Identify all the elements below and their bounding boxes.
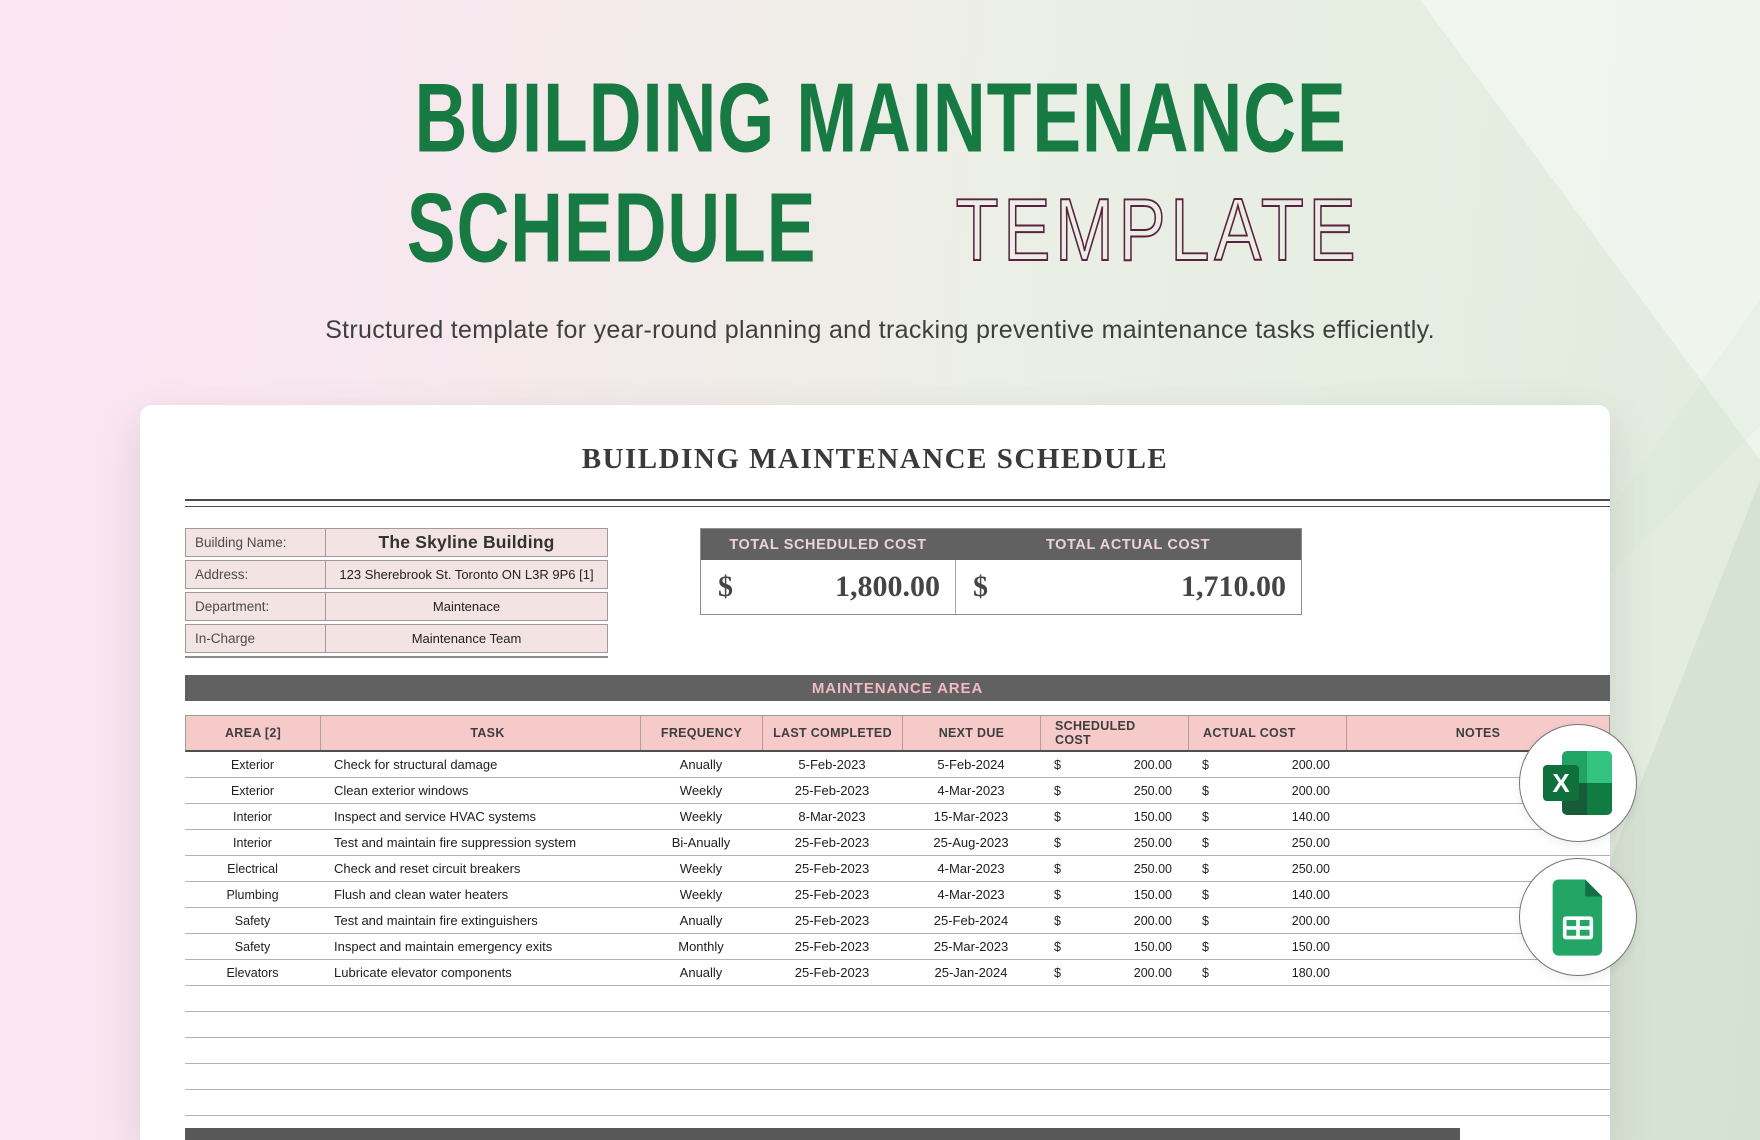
cell-last-completed: 25-Feb-2023 — [794, 939, 870, 954]
totals-value-cell — [701, 560, 955, 614]
cell-task: Inspect and maintain emergency exits — [334, 939, 553, 954]
currency-symbol: $ — [1054, 809, 1061, 824]
cell-area: Exterior — [230, 757, 275, 772]
maintenance-rows — [185, 752, 1610, 1140]
currency-symbol: $ — [1054, 783, 1061, 798]
info-label: Building Name: — [186, 529, 326, 556]
totals-header-row — [701, 529, 1301, 560]
cell-area: Interior — [233, 809, 272, 824]
cell-next-due: 25-Mar-2023 — [933, 939, 1009, 954]
sheet-title: BUILDING MAINTENANCE SCHEDULE — [581, 443, 1169, 475]
title-schedule: SCHEDULE — [407, 172, 817, 283]
cell-task: Check and reset circuit breakers — [334, 861, 521, 876]
amount: 200.00 — [1291, 757, 1330, 772]
column-header: ACTUAL COST — [1189, 716, 1347, 750]
table-row — [185, 934, 1610, 960]
table-row — [185, 830, 1610, 856]
cell-scheduled-cost — [1040, 940, 1188, 954]
cell-last-completed: 25-Feb-2023 — [794, 835, 870, 850]
empty-row — [185, 1064, 1610, 1090]
currency-symbol: $ — [1202, 939, 1209, 954]
amount: 250.00 — [1133, 861, 1172, 876]
empty-row — [185, 1038, 1610, 1064]
cell-scheduled-cost — [1040, 966, 1188, 980]
info-value: The Skyline Building — [378, 532, 555, 552]
double-rule — [185, 499, 1610, 507]
table-row — [185, 752, 1610, 778]
amount: 200.00 — [1291, 783, 1330, 798]
cell-scheduled-cost — [1040, 758, 1188, 772]
empty-row — [185, 1090, 1610, 1116]
cell-frequency: Anually — [679, 757, 723, 772]
cell-next-due: 25-Feb-2024 — [933, 913, 1009, 928]
cell-scheduled-cost — [1040, 888, 1188, 902]
amount: 200.00 — [1133, 965, 1172, 980]
cell-scheduled-cost — [1040, 810, 1188, 824]
totals-value-row — [701, 560, 1301, 614]
currency-symbol: $ — [1202, 913, 1209, 928]
currency-symbol: $ — [1202, 783, 1209, 798]
amount: 150.00 — [1291, 939, 1330, 954]
table-row — [185, 804, 1610, 830]
cell-next-due: 4-Mar-2023 — [937, 887, 1005, 902]
currency-symbol: $ — [1054, 835, 1061, 850]
currency-symbol: $ — [1202, 965, 1209, 980]
empty-row — [185, 986, 1610, 1012]
google-sheets-icon — [1549, 878, 1607, 956]
cell-last-completed: 8-Mar-2023 — [798, 809, 866, 824]
cell-scheduled-cost — [1040, 862, 1188, 876]
amount: 150.00 — [1133, 887, 1172, 902]
info-value: Maintenance Team — [411, 631, 522, 646]
amount: 200.00 — [1133, 757, 1172, 772]
amount: 200.00 — [1133, 913, 1172, 928]
amount: 150.00 — [1133, 939, 1172, 954]
cell-area: Exterior — [230, 783, 275, 798]
cell-task: Test and maintain fire extinguishers — [334, 913, 538, 928]
cell-actual-cost — [1188, 940, 1346, 954]
cell-frequency: Monthly — [678, 939, 724, 954]
cell-actual-cost — [1188, 836, 1346, 850]
amount: 140.00 — [1291, 887, 1330, 902]
amount: 200.00 — [1291, 913, 1330, 928]
page-subtitle: Structured template for year-round planning and tracking preventive maintenance tasks efficiently. — [325, 315, 1435, 344]
title-building-maintenance: BUILDING MAINTENANCE — [413, 62, 1347, 173]
page-title-line1 — [0, 62, 1760, 173]
section-band: MAINTENANCE AREA — [185, 675, 1610, 701]
bottom-section-band — [185, 1128, 1460, 1140]
currency-symbol: $ — [973, 570, 988, 603]
cell-scheduled-cost — [1040, 836, 1188, 850]
info-value: Maintenace — [432, 599, 501, 614]
cell-area: Safety — [234, 939, 271, 954]
cell-frequency: Weekly — [679, 861, 723, 876]
cell-actual-cost — [1188, 888, 1346, 902]
cell-task: Clean exterior windows — [334, 783, 469, 798]
cell-actual-cost — [1188, 914, 1346, 928]
cell-area: Interior — [233, 835, 272, 850]
totals-table — [700, 528, 1302, 615]
table-header-row — [185, 715, 1610, 752]
page-title-line2 — [0, 172, 1760, 283]
info-value: 123 Sherebrook St. Toronto ON L3R 9P6 [1] — [339, 567, 594, 582]
cell-frequency: Weekly — [679, 809, 723, 824]
total-amount: 1,800.00 — [835, 570, 940, 603]
currency-symbol: $ — [1202, 887, 1209, 902]
google-sheets-badge[interactable] — [1519, 858, 1637, 976]
info-label: Address: — [186, 561, 326, 588]
building-info-table — [185, 528, 608, 658]
table-row — [185, 778, 1610, 804]
currency-symbol: $ — [1054, 757, 1061, 772]
cell-next-due: 4-Mar-2023 — [937, 861, 1005, 876]
cell-next-due: 4-Mar-2023 — [937, 783, 1005, 798]
currency-symbol: $ — [1202, 861, 1209, 876]
cell-area: Plumbing — [226, 887, 279, 902]
cell-last-completed: 25-Feb-2023 — [794, 887, 870, 902]
cell-actual-cost — [1188, 862, 1346, 876]
amount: 150.00 — [1133, 809, 1172, 824]
cell-area: Safety — [234, 913, 271, 928]
column-header: AREA [2] — [186, 716, 321, 750]
cell-frequency: Weekly — [679, 887, 723, 902]
currency-symbol: $ — [718, 570, 733, 603]
cell-next-due: 25-Jan-2024 — [934, 965, 1008, 980]
cell-task: Lubricate elevator components — [334, 965, 512, 980]
cell-last-completed: 25-Feb-2023 — [794, 913, 870, 928]
totals-header-cell: TOTAL ACTUAL COST — [1045, 536, 1211, 553]
amount: 140.00 — [1291, 809, 1330, 824]
table-row — [185, 960, 1610, 986]
currency-symbol: $ — [1054, 887, 1061, 902]
hero — [0, 62, 1760, 345]
cell-task: Check for structural damage — [334, 757, 498, 772]
amount: 250.00 — [1291, 861, 1330, 876]
building-info-row — [185, 592, 608, 621]
currency-symbol: $ — [1202, 757, 1209, 772]
table-row — [185, 856, 1610, 882]
cell-frequency: Anually — [679, 913, 723, 928]
cell-area: Electrical — [227, 861, 278, 876]
column-header: TASK — [321, 716, 641, 750]
cell-task: Test and maintain fire suppression system — [334, 835, 577, 850]
excel-icon — [1542, 750, 1614, 816]
cell-last-completed: 5-Feb-2023 — [798, 757, 866, 772]
column-header: SCHEDULED COST — [1041, 716, 1189, 750]
currency-symbol: $ — [1054, 965, 1061, 980]
table-row — [185, 882, 1610, 908]
cell-last-completed: 25-Feb-2023 — [794, 965, 870, 980]
building-info-row — [185, 528, 608, 557]
column-header: NOTES — [1455, 726, 1501, 740]
cell-next-due: 5-Feb-2024 — [937, 757, 1005, 772]
amount: 250.00 — [1133, 835, 1172, 850]
cell-last-completed: 25-Feb-2023 — [794, 783, 870, 798]
total-amount: 1,710.00 — [1181, 570, 1286, 603]
cell-task: Flush and clean water heaters — [334, 887, 509, 902]
excel-badge[interactable] — [1519, 724, 1637, 842]
cell-actual-cost — [1188, 758, 1346, 772]
totals-header-cell: TOTAL SCHEDULED COST — [729, 536, 927, 553]
currency-symbol: $ — [1054, 913, 1061, 928]
info-label: In-Charge — [186, 625, 326, 652]
cell-next-due: 25-Aug-2023 — [933, 835, 1009, 850]
cell-task: Inspect and service HVAC systems — [334, 809, 537, 824]
column-header: FREQUENCY — [641, 716, 763, 750]
cell-area: Elevators — [226, 965, 279, 980]
cell-frequency: Bi-Anually — [671, 835, 731, 850]
table-row — [185, 908, 1610, 934]
cell-frequency: Anually — [679, 965, 723, 980]
currency-symbol: $ — [1202, 809, 1209, 824]
amount: 250.00 — [1291, 835, 1330, 850]
amount: 250.00 — [1133, 783, 1172, 798]
info-label: Department: — [186, 593, 326, 620]
currency-symbol: $ — [1054, 939, 1061, 954]
cell-scheduled-cost — [1040, 784, 1188, 798]
cell-actual-cost — [1188, 784, 1346, 798]
column-header: NEXT DUE — [903, 716, 1041, 750]
currency-symbol: $ — [1202, 835, 1209, 850]
cell-actual-cost — [1188, 966, 1346, 980]
svg-text:X: X — [1552, 768, 1570, 798]
building-info-row — [185, 624, 608, 653]
spreadsheet-preview — [140, 405, 1610, 1140]
currency-symbol: $ — [1054, 861, 1061, 876]
totals-value-cell — [955, 560, 1301, 614]
cell-scheduled-cost — [1040, 914, 1188, 928]
cell-next-due: 15-Mar-2023 — [933, 809, 1009, 824]
empty-row — [185, 1012, 1610, 1038]
building-info-row — [185, 560, 608, 589]
title-template: TEMPLATE — [955, 179, 1360, 279]
column-header: LAST COMPLETED — [763, 716, 903, 750]
cell-actual-cost — [1188, 810, 1346, 824]
cell-frequency: Weekly — [679, 783, 723, 798]
cell-last-completed: 25-Feb-2023 — [794, 861, 870, 876]
amount: 180.00 — [1291, 965, 1330, 980]
